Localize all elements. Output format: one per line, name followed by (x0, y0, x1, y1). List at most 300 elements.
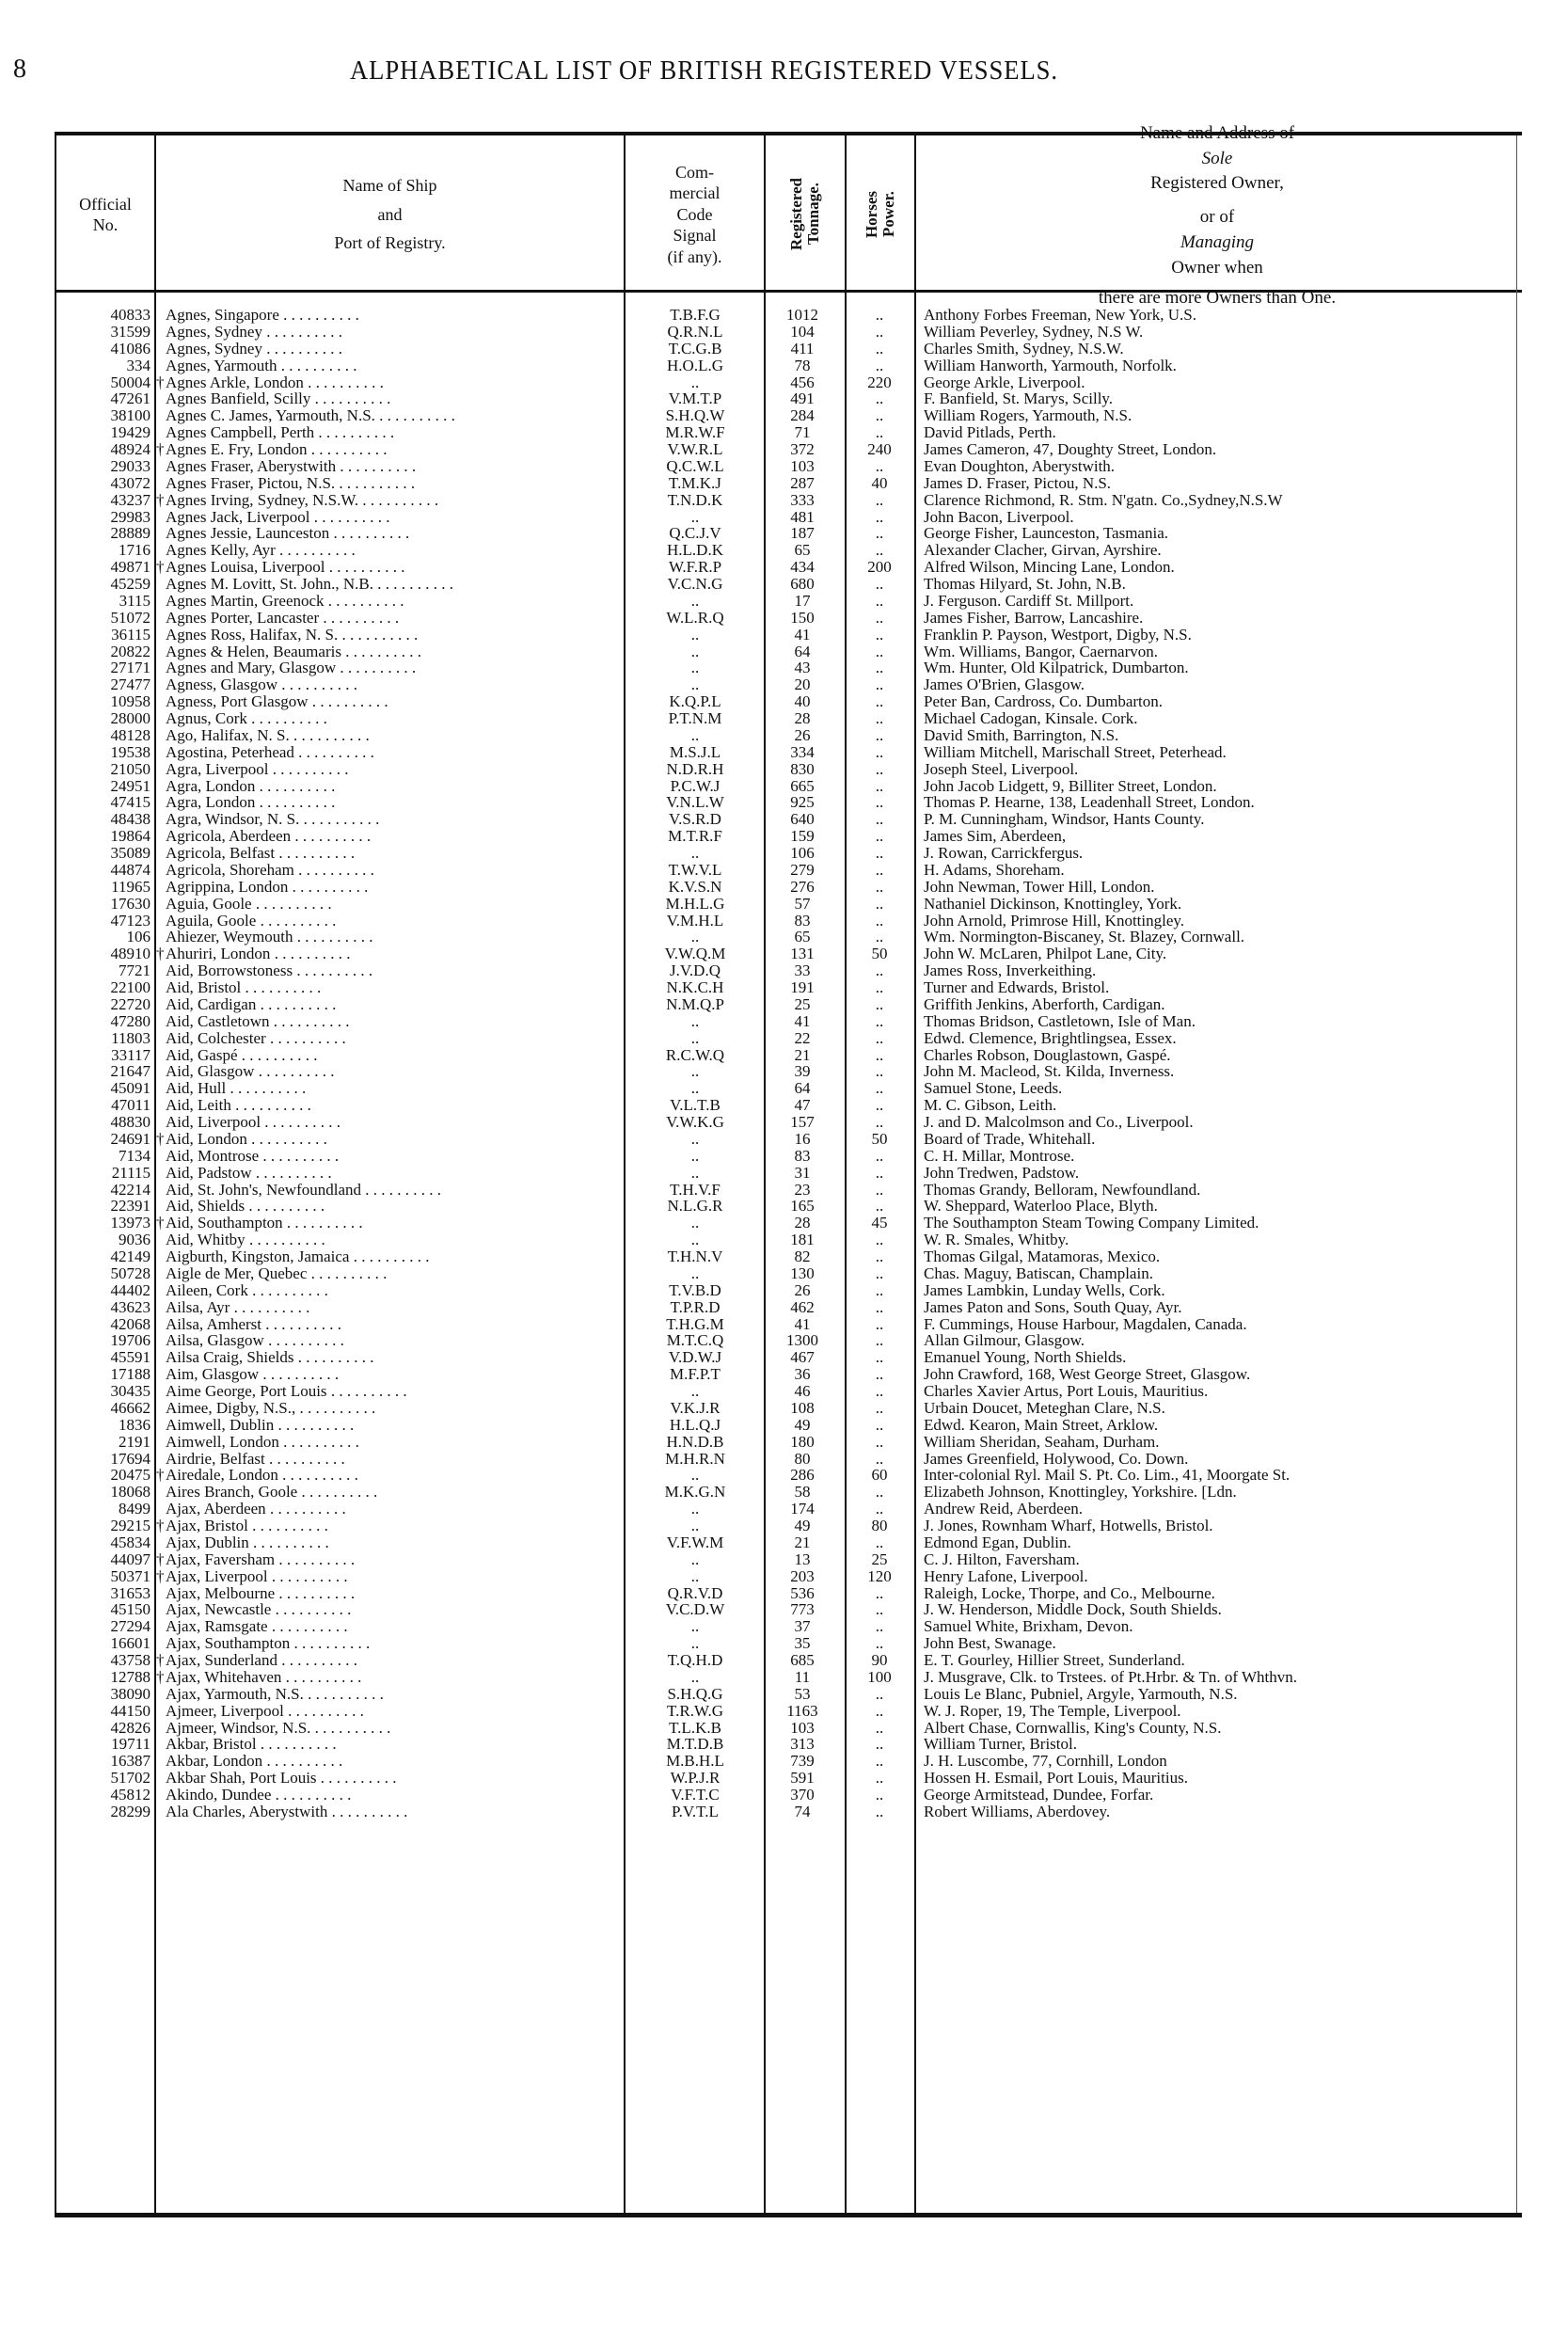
header-tonnage-line: Registered (787, 178, 806, 251)
owner-name-address: Board of Trade, Whitehall. (924, 1129, 1096, 1148)
registered-tonnage: 680 (790, 575, 815, 593)
header-tonnage-line: Tonnage. (804, 183, 822, 246)
horse-power: .. (875, 1146, 884, 1165)
code-signal: W.P.J.R (670, 1769, 721, 1788)
ship-name-port (166, 744, 617, 761)
owner-name-address: William Turner, Bristol. (924, 1735, 1077, 1754)
code-signal: .. (690, 1028, 700, 1047)
official-number: 12788 (110, 1667, 150, 1686)
header-code-signal-line: Com- (674, 162, 714, 182)
official-number: 16601 (110, 1634, 150, 1653)
steam-dagger-mark: † (156, 1466, 165, 1485)
code-signal: V.N.L.W (666, 793, 724, 812)
official-number: 19538 (110, 742, 150, 761)
table-row (55, 1383, 1518, 1400)
official-number: 50004 (110, 373, 150, 391)
ship-name-port (166, 1265, 617, 1282)
ship-name-port (166, 374, 617, 391)
registered-tonnage: 481 (790, 507, 815, 526)
registered-tonnage: 180 (790, 1432, 815, 1451)
ship-name-text: Akbar, London (166, 1753, 263, 1771)
code-signal: .. (690, 1146, 700, 1165)
code-signal: M.K.G.N (664, 1483, 726, 1502)
horse-power: .. (875, 541, 884, 560)
table-row (55, 1568, 1518, 1585)
registered-tonnage: 925 (790, 793, 815, 812)
ship-name-port (166, 1618, 617, 1635)
dot-leader: . . . . . . . . . . (293, 743, 374, 761)
ship-name-port (166, 1501, 617, 1518)
registered-tonnage: 685 (790, 1651, 815, 1669)
dot-leader: . . . . . . . . . . (237, 1046, 318, 1064)
ship-name-text: Ajax, Ramsgate (166, 1618, 268, 1636)
table-row (55, 1753, 1518, 1770)
ship-name-port (166, 929, 617, 946)
dot-leader: . . . . . . . . . . (288, 878, 369, 896)
code-signal: Q.C.W.L (666, 456, 724, 475)
ship-name-text: Ajax, Southampton (166, 1635, 291, 1653)
ship-name-text: Ailsa Craig, Shields (166, 1349, 294, 1367)
table-row (55, 676, 1518, 693)
ship-name-text: Agnes Ross, Halifax, N. S. (166, 626, 339, 644)
table-bottom-rule (55, 2213, 1522, 2217)
dot-leader: . . . . . . . . . . (293, 861, 374, 879)
ship-name-port (166, 1601, 617, 1618)
owner-name-address: James Greenfield, Holywood, Co. Down. (924, 1449, 1189, 1468)
official-number: 31599 (110, 322, 150, 341)
ship-name-port (166, 390, 617, 407)
owner-name-address: W. Sheppard, Waterloo Place, Blyth. (924, 1197, 1158, 1216)
owner-name-address: J. and D. Malcolmson and Co., Liverpool. (924, 1113, 1194, 1131)
registered-tonnage: 53 (794, 1684, 811, 1703)
code-signal: V.S.R.D (669, 810, 721, 829)
ship-name-port (166, 1787, 617, 1804)
table-row (55, 1265, 1518, 1282)
owner-name-address: James Paton and Sons, South Quay, Ayr. (924, 1297, 1182, 1316)
horse-power: .. (875, 1583, 884, 1602)
dot-leader: . . . . . . . . . . (275, 1550, 356, 1568)
owner-name-address: C. J. Hilton, Faversham. (924, 1549, 1080, 1568)
registered-tonnage: 82 (794, 1248, 811, 1265)
registered-tonnage: 35 (794, 1634, 811, 1653)
code-signal: S.H.Q.W (665, 406, 725, 425)
ship-name-port (166, 1131, 617, 1148)
dot-leader: . . . . . . . . . . (241, 979, 322, 996)
dot-leader: . . . . . . . . . . (256, 1736, 337, 1754)
header-ship-name-line: Name of Ship (342, 176, 437, 196)
owner-name-address: Franklin P. Payson, Westport, Digby, N.S. (924, 625, 1192, 644)
table-row (55, 1417, 1518, 1434)
ship-name-port (166, 1703, 617, 1720)
table-row (55, 1182, 1518, 1199)
ship-name-port (166, 593, 617, 610)
table-row (55, 341, 1518, 358)
owner-name-address: William Hanworth, Yarmouth, Norfolk. (924, 356, 1177, 374)
horse-power: .. (875, 608, 884, 627)
dot-leader: . . . . . . . . . . (314, 424, 395, 442)
registered-tonnage: 411 (790, 339, 815, 358)
dot-leader: . . . . . . . . . . (277, 1467, 358, 1485)
owner-name-address: Alfred Wilson, Mincing Lane, London. (924, 558, 1175, 577)
owner-name-address: Edwd. Kearon, Main Street, Arklow. (924, 1415, 1159, 1434)
owner-name-address: John Jacob Lidgett, 9, Billiter Street, London. (924, 776, 1217, 795)
official-number: 22391 (110, 1197, 150, 1216)
ship-name-text: Aires Branch, Goole (166, 1484, 298, 1502)
dot-leader: . . . . . . . . . . (291, 828, 372, 846)
horse-power: 40 (871, 473, 888, 492)
ship-name-text: Ajmeer, Windsor, N.S. (166, 1719, 311, 1737)
header-code-signal-line: Signal (673, 226, 717, 246)
registered-tonnage: 313 (790, 1735, 815, 1754)
dot-leader: . . . . . . . . . . (226, 1080, 307, 1098)
registered-tonnage: 276 (790, 877, 815, 896)
ship-name-port (166, 1736, 617, 1753)
ship-name-port (166, 1063, 617, 1080)
ship-name-text: Agra, Liverpool (166, 760, 269, 778)
registered-tonnage: 23 (794, 1180, 811, 1199)
ship-name-text: Ajax, Aberdeen (166, 1501, 266, 1518)
dot-leader: . . . . . . . . . . (329, 525, 410, 543)
dot-leader: . . . . . . . . . . (261, 323, 342, 341)
ship-name-text: Agostina, Peterhead (166, 743, 294, 761)
official-number: 51072 (110, 608, 150, 627)
owner-name-address: John Bacon, Liverpool. (924, 507, 1074, 526)
official-number: 42214 (110, 1180, 150, 1199)
registered-tonnage: 64 (794, 642, 811, 660)
official-number: 47415 (110, 793, 150, 812)
ship-name-text: Agnes C. James, Yarmouth, N.S. (166, 407, 375, 425)
ship-name-port (166, 1080, 617, 1097)
table-row (55, 475, 1518, 492)
ship-name-text: Aid, Castletown (166, 1012, 270, 1030)
dot-leader: . . . . . . . . . . (230, 1097, 311, 1115)
code-signal: .. (690, 507, 700, 526)
steam-dagger-mark: † (156, 1549, 165, 1568)
registered-tonnage: 591 (790, 1769, 815, 1788)
horse-power: .. (875, 709, 884, 727)
page-title: ALPHABETICAL LIST OF BRITISH REGISTERED VESSELS. (350, 56, 1059, 86)
horse-power: .. (875, 591, 884, 610)
header-code-signal-line: mercial (669, 183, 721, 203)
dot-leader: . . . . . . . . . . (267, 1618, 348, 1636)
ship-name-text: Aileen, Cork (166, 1281, 248, 1299)
dot-leader: . . . . . . . . . . (374, 407, 455, 425)
table-row (55, 424, 1518, 441)
owner-name-address: Henry Lafone, Liverpool. (924, 1566, 1088, 1585)
horse-power: .. (875, 575, 884, 593)
owner-name-address: William Rogers, Yarmouth, N.S. (924, 406, 1132, 425)
ship-name-text: Agricola, Aberdeen (166, 828, 292, 846)
ship-name-port (166, 1030, 617, 1047)
registered-tonnage: 21 (794, 1045, 811, 1064)
table-row (55, 1467, 1518, 1484)
dot-leader: . . . . . . . . . . (281, 1668, 362, 1686)
registered-tonnage: 83 (794, 911, 811, 930)
registered-tonnage: 41 (794, 1314, 811, 1333)
owner-name-address: John M. Macleod, St. Kilda, Inverness. (924, 1062, 1175, 1081)
table-top-rule (55, 132, 1522, 135)
ship-name-text: Agnes Campbell, Perth (166, 424, 315, 442)
owner-name-address: Wm. Normington-Biscaney, St. Blazey, Cornwall. (924, 928, 1245, 946)
code-signal: T.V.B.D (669, 1280, 721, 1299)
dot-leader: . . . . . . . . . . (297, 1484, 378, 1502)
owner-name-address: Robert Williams, Aberdovey. (924, 1802, 1111, 1820)
owner-name-address: John Tredwen, Padstow. (924, 1163, 1080, 1182)
horse-power: .. (875, 1718, 884, 1737)
horse-power: .. (875, 625, 884, 644)
ship-name-text: Aid, Glasgow (166, 1063, 255, 1081)
owner-name-address: George Armitstead, Dundee, Forfar. (924, 1786, 1154, 1804)
ship-name-port (166, 1148, 617, 1165)
table-row (55, 660, 1518, 676)
horse-power: .. (875, 1331, 884, 1350)
code-signal: N.L.G.R (667, 1197, 723, 1216)
ship-name-port (166, 1198, 617, 1215)
official-number: 50371 (110, 1566, 150, 1585)
horse-power: 90 (871, 1651, 888, 1669)
ship-name-text: Agnes Irving, Sydney, N.S.W. (166, 491, 359, 509)
registered-tonnage: 16 (794, 1129, 811, 1148)
horse-power: .. (875, 524, 884, 543)
registered-tonnage: 103 (790, 1718, 815, 1737)
code-signal: .. (690, 1466, 700, 1485)
registered-tonnage: 434 (790, 558, 815, 577)
ship-name-port (166, 358, 617, 374)
ship-name-port (166, 676, 617, 693)
horse-power: .. (875, 1398, 884, 1417)
horse-power: .. (875, 928, 884, 946)
horse-power: 80 (871, 1517, 888, 1534)
dot-leader: . . . . . . . . . . (247, 1281, 328, 1299)
code-signal: T.M.K.J (669, 473, 721, 492)
code-signal: .. (690, 625, 700, 644)
horse-power: .. (875, 776, 884, 795)
dot-leader: . . . . . . . . . . (245, 1198, 325, 1216)
table-row (55, 1165, 1518, 1182)
horse-power: .. (875, 1248, 884, 1265)
ship-name-text: Agnes E. Fry, London (166, 441, 308, 458)
ship-name-text: Agnes & Helen, Beaumaris (166, 643, 341, 660)
owner-name-address: Urbain Doucet, Meteghan Clare, N.S. (924, 1398, 1165, 1417)
registered-tonnage: 26 (794, 1280, 811, 1299)
steam-dagger-mark: † (156, 373, 165, 391)
ship-name-port (166, 1451, 617, 1468)
code-signal: T.N.D.K (667, 490, 723, 509)
registered-tonnage: 830 (790, 759, 815, 778)
owner-name-address: Emanuel Young, North Shields. (924, 1348, 1127, 1367)
owner-name-address: James O'Brien, Glasgow. (924, 675, 1085, 694)
code-signal: T.R.W.G (667, 1701, 723, 1720)
table-row (55, 1434, 1518, 1451)
official-number: 11803 (111, 1028, 150, 1047)
official-number: 7134 (119, 1146, 150, 1165)
official-number: 45591 (110, 1348, 150, 1367)
registered-tonnage: 150 (790, 608, 815, 627)
table-row (55, 1451, 1518, 1468)
ship-name-text: Agra, London (166, 794, 256, 812)
registered-tonnage: 174 (790, 1500, 815, 1518)
code-signal: T.C.G.B (668, 339, 722, 358)
header-horsepower (847, 139, 914, 290)
official-number: 22100 (110, 978, 150, 996)
horse-power: .. (875, 306, 884, 324)
code-signal: T.H.G.M (666, 1314, 724, 1333)
official-number: 17630 (110, 894, 150, 913)
dot-leader: . . . . . . . . . . (303, 1685, 384, 1703)
table-row (55, 862, 1518, 879)
ship-name-port (166, 1417, 617, 1434)
registered-tonnage: 40 (794, 692, 811, 711)
owner-name-address: Samuel Stone, Leeds. (924, 1079, 1063, 1098)
dot-leader: . . . . . . . . . . (245, 1232, 325, 1249)
registered-tonnage: 1163 (786, 1701, 818, 1720)
horse-power: .. (875, 389, 884, 408)
official-number: 24691 (110, 1129, 150, 1148)
official-number: 1716 (119, 541, 150, 560)
ship-name-port (166, 660, 617, 676)
owner-name-address: J. H. Luscombe, 77, Cornhill, London (924, 1752, 1167, 1771)
table-row (55, 542, 1518, 559)
official-number: 27171 (110, 659, 150, 677)
official-number: 42068 (110, 1314, 150, 1333)
ship-name-text: Aguia, Goole (166, 895, 252, 913)
horse-power: .. (875, 1297, 884, 1316)
owner-name-address: Thomas Grandy, Belloram, Newfoundland. (924, 1180, 1201, 1199)
horse-power: .. (875, 1231, 884, 1249)
header-owner-text: Name and Address of (1139, 122, 1295, 143)
ship-name-port (166, 1686, 617, 1703)
owner-name-address: J. Ferguson. Cardiff St. Millport. (924, 591, 1134, 610)
owner-name-address: James D. Fraser, Pictou, N.S. (924, 473, 1112, 492)
ship-name-port (166, 1753, 617, 1770)
ship-name-port (166, 1720, 617, 1737)
official-number: 9036 (119, 1231, 150, 1249)
registered-tonnage: 13 (794, 1549, 811, 1568)
ship-name-text: Aim, Glasgow (166, 1366, 260, 1384)
dot-leader: . . . . . . . . . . (358, 491, 439, 509)
table-row (55, 979, 1518, 996)
dot-leader: . . . . . . . . . . (324, 592, 404, 610)
dot-leader: . . . . . . . . . . (335, 474, 416, 492)
code-signal: K.V.S.N (668, 877, 722, 896)
ship-name-port (166, 1804, 617, 1820)
table-row (55, 559, 1518, 576)
registered-tonnage: 456 (790, 373, 815, 391)
registered-tonnage: 773 (790, 1600, 815, 1619)
code-signal: P.T.N.M (668, 709, 722, 727)
dot-leader: . . . . . . . . . . (259, 1366, 340, 1384)
dot-leader: . . . . . . . . . . (310, 1719, 391, 1737)
ship-name-text: Agnes, Yarmouth (166, 357, 277, 374)
table-row (55, 1063, 1518, 1080)
ship-name-text: Agra, London (166, 777, 256, 795)
ship-name-text: Aid, St. John's, Newfoundland (166, 1181, 362, 1199)
ship-name-port (166, 913, 617, 930)
owner-name-address: F. Banfield, St. Marys, Scilly. (924, 389, 1114, 408)
official-number: 45812 (110, 1786, 150, 1804)
owner-name-address: F. Cummings, House Harbour, Magdalen, Canada. (924, 1314, 1247, 1333)
table-row (55, 710, 1518, 727)
code-signal: .. (690, 642, 700, 660)
dot-leader: . . . . . . . . . . (275, 1584, 356, 1602)
dot-leader: . . . . . . . . . . (246, 1130, 327, 1148)
horse-power: .. (875, 994, 884, 1013)
registered-tonnage: 83 (794, 1146, 811, 1165)
horse-power: 25 (871, 1549, 888, 1568)
ship-name-text: Agnes Porter, Lancaster (166, 609, 320, 627)
official-number: 27294 (110, 1617, 150, 1636)
ship-name-text: Ajax, Whitehaven (166, 1668, 282, 1686)
dot-leader: . . . . . . . . . . (289, 726, 370, 744)
registered-tonnage: 640 (790, 810, 815, 829)
owner-name-address: Raleigh, Locke, Thorpe, and Co., Melbourne. (924, 1583, 1215, 1602)
code-signal: H.L.Q.J (669, 1415, 721, 1434)
header-code-signal-line: (if any). (667, 246, 722, 266)
ship-name-port (166, 441, 617, 458)
header-official-no (56, 139, 154, 290)
table-row (55, 307, 1518, 324)
table-row (55, 1148, 1518, 1165)
table-row (55, 458, 1518, 475)
horse-power: .. (875, 1045, 884, 1064)
owner-name-address: Hossen H. Esmail, Port Louis, Mauritius. (924, 1769, 1188, 1788)
official-number: 17694 (110, 1449, 150, 1468)
horse-power: .. (875, 742, 884, 761)
ship-name-port (166, 1182, 617, 1199)
code-signal: Q.R.N.L (667, 322, 723, 341)
official-number: 27477 (110, 675, 150, 694)
ship-name-text: Agrippina, London (166, 878, 289, 896)
dot-leader: . . . . . . . . . . (256, 912, 337, 930)
code-signal: W.F.R.P (668, 558, 722, 577)
owner-name-address: Edwd. Clemence, Brightlingsea, Essex. (924, 1028, 1177, 1047)
ship-name-port (166, 811, 617, 828)
official-number: 22720 (110, 994, 150, 1013)
code-signal: S.H.Q.G (667, 1684, 723, 1703)
dot-leader: . . . . . . . . . . (299, 811, 380, 829)
horse-power: .. (875, 1701, 884, 1720)
ship-name-text: Agnes Arkle, London (166, 373, 304, 391)
official-number: 31653 (110, 1583, 150, 1602)
code-signal: V.W.Q.M (664, 945, 726, 963)
horse-power: .. (875, 356, 884, 374)
official-number: 43758 (110, 1651, 150, 1669)
ship-name-text: Aid, Padstow (166, 1164, 252, 1182)
owner-name-address: Chas. Maguy, Batiscan, Champlain. (924, 1263, 1153, 1282)
owner-name-address: Clarence Richmond, R. Stm. N'gatn. Co.,Sydney,N.S.W (924, 490, 1283, 509)
table-row (55, 1198, 1518, 1215)
code-signal: .. (690, 1129, 700, 1148)
ship-name-text: Agnes Banfield, Scilly (166, 390, 311, 408)
dot-leader: . . . . . . . . . . (341, 643, 421, 660)
registered-tonnage: 165 (790, 1197, 815, 1216)
owner-name-address: W. R. Smales, Whitby. (924, 1231, 1069, 1249)
page-number: 8 (13, 55, 26, 84)
registered-tonnage: 739 (790, 1752, 815, 1771)
registered-tonnage: 17 (794, 591, 811, 610)
horse-power: 120 (867, 1566, 892, 1585)
ship-name-port (166, 1484, 617, 1501)
registered-tonnage: 372 (790, 440, 815, 458)
ship-name-text: Airdrie, Belfast (166, 1450, 265, 1468)
horse-power: .. (875, 725, 884, 744)
owner-name-address: David Pitlads, Perth. (924, 423, 1056, 442)
official-number: 42149 (110, 1248, 150, 1265)
ship-name-text: Agnes Fraser, Pictou, N.S. (166, 474, 336, 492)
dot-leader: . . . . . . . . . . (274, 1416, 355, 1434)
steam-dagger-mark: † (156, 1651, 165, 1669)
dot-leader: . . . . . . . . . . (336, 660, 417, 677)
